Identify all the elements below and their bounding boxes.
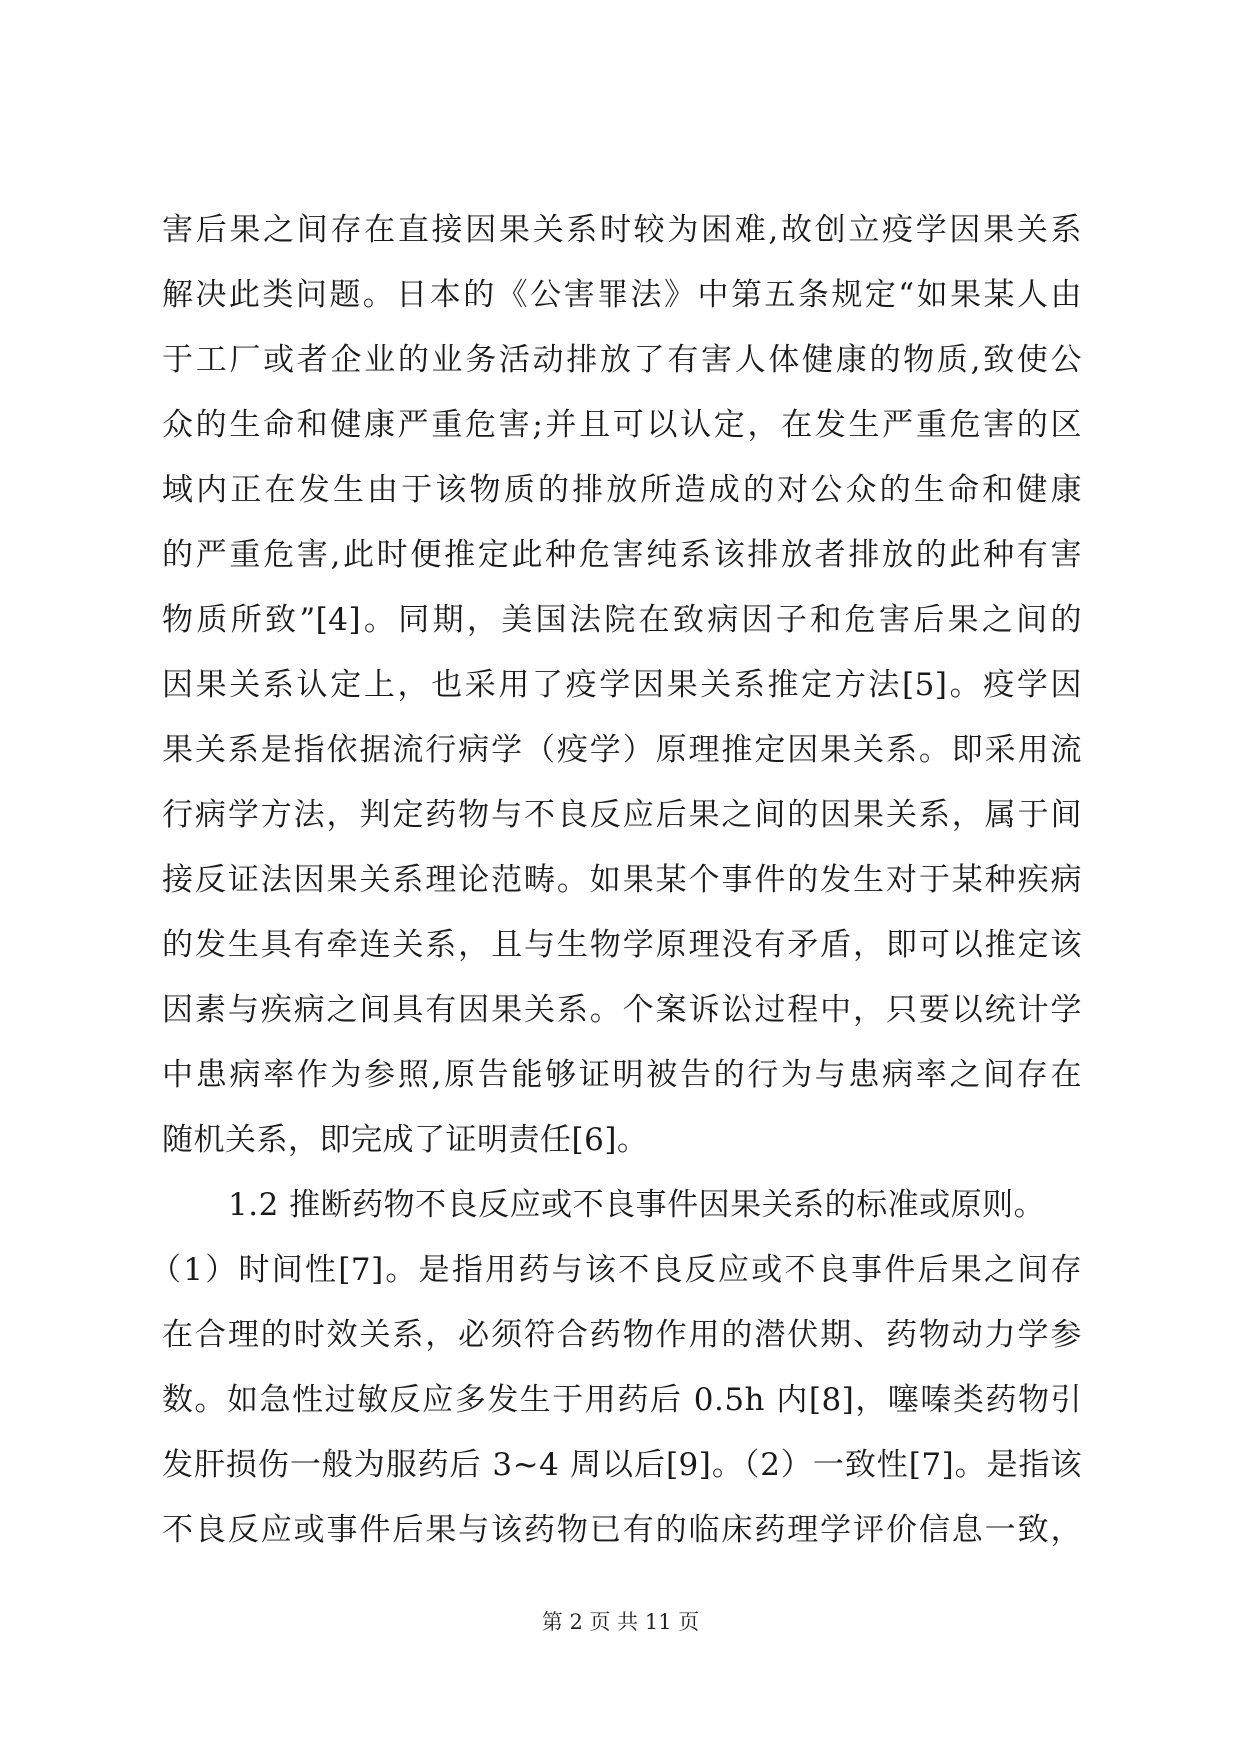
section-heading-1-2: 1.2 推断药物不良反应或不良事件因果关系的标准或原则。 <box>228 1187 1046 1223</box>
text-line-21: 不良反应或事件后果与该药物已有的临床药理学评价信息一致， <box>162 1512 1082 1548</box>
text-line-13: 因素与疾病之间具有因果关系。个案诉讼过程中，只要以统计学 <box>162 992 1082 1028</box>
text-line-2: 解决此类问题。日本的《公害罪法》中第五条规定“如果某人由 <box>162 277 1082 313</box>
text-line-12: 的发生具有牵连关系，且与生物学原理没有矛盾，即可以推定该 <box>162 927 1082 963</box>
text-line-15: 随机关系，即完成了证明责任[6]。 <box>162 1122 649 1158</box>
page-number-footer: 第 2 页 共 11 页 <box>541 1610 700 1634</box>
text-line-19: 数。如急性过敏反应多发生于用药后 0.5h 内[8]，噻嗪类药物引 <box>162 1382 1082 1418</box>
text-line-3: 于工厂或者企业的业务活动排放了有害人体健康的物质,致使公 <box>162 342 1082 378</box>
text-line-5: 域内正在发生由于该物质的排放所造成的对公众的生命和健康 <box>162 472 1082 508</box>
text-line-20: 发肝损伤一般为服药后 3~4 周以后[9]。（2）一致性[7]。是指该 <box>162 1447 1082 1483</box>
text-line-14: 中患病率作为参照,原告能够证明被告的行为与患病率之间存在 <box>162 1057 1082 1093</box>
text-line-8: 因果关系认定上，也采用了疫学因果关系推定方法[5]。疫学因 <box>162 667 1082 703</box>
text-line-17: （1）时间性[7]。是指用药与该不良反应或不良事件后果之间存 <box>150 1252 1082 1288</box>
text-line-7: 物质所致”[4]。同期，美国法院在致病因子和危害后果之间的 <box>162 602 1082 638</box>
text-line-4: 众的生命和健康严重危害;并且可以认定，在发生严重危害的区 <box>162 407 1082 443</box>
text-line-11: 接反证法因果关系理论范畴。如果某个事件的发生对于某种疾病 <box>162 862 1082 898</box>
text-line-9: 果关系是指依据流行病学（疫学）原理推定因果关系。即采用流 <box>162 732 1082 768</box>
text-line-18: 在合理的时效关系，必须符合药物作用的潜伏期、药物动力学参 <box>162 1317 1082 1353</box>
text-line-1: 害后果之间存在直接因果关系时较为困难,故创立疫学因果关系 <box>162 212 1082 248</box>
text-line-10: 行病学方法，判定药物与不良反应后果之间的因果关系，属于间 <box>162 797 1082 833</box>
text-line-6: 的严重危害,此时便推定此种危害纯系该排放者排放的此种有害 <box>162 537 1082 573</box>
